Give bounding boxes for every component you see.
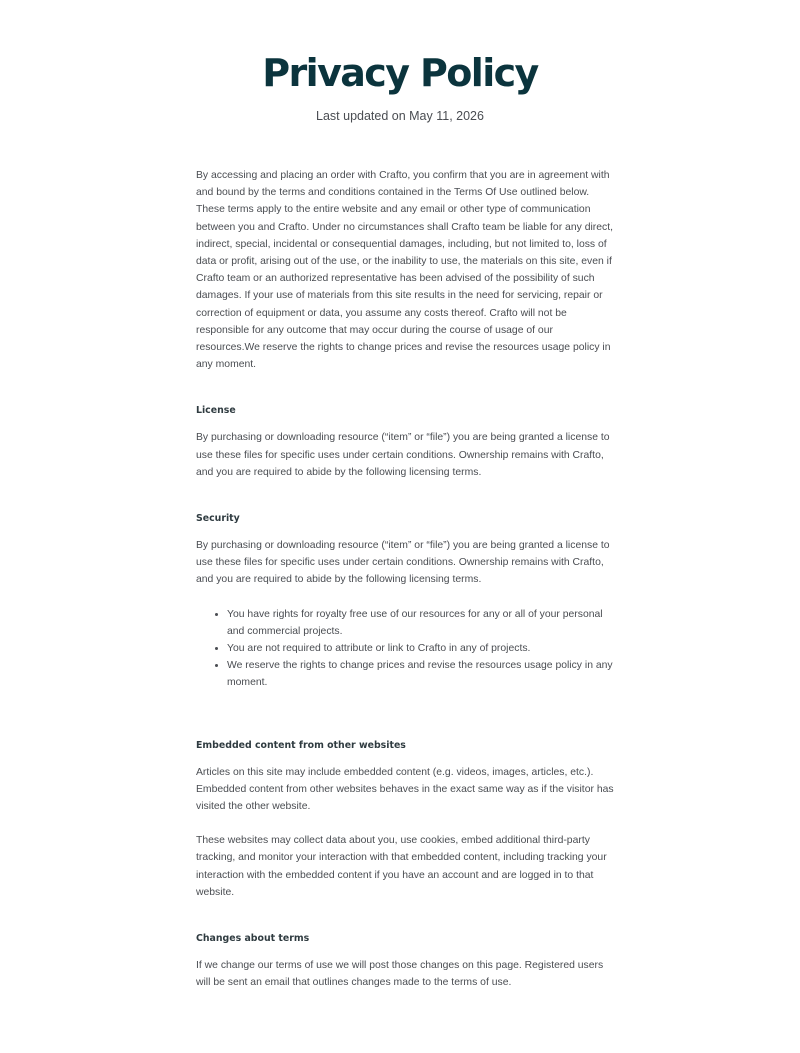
license-paragraph: By purchasing or downloading resource (“item” or “file”) you are being granted a license to use these files for specific uses under certain conditions. Ownership remains with Crafto, and you are required to abide by the following licensing terms. <box>196 432 610 478</box>
list-item: • We reserve the rights to change prices and revise the resources usage policy in any moment. <box>227 657 614 691</box>
page-title: Privacy Policy <box>262 51 538 95</box>
changes-heading: Changes about terms <box>196 933 310 945</box>
embedded-content-paragraph-1: Articles on this site may include embedded content (e.g. videos, images, articles, etc.). Embedded content from other websites behaves in the exact same way as if the visitor has visited the other website. <box>196 766 614 813</box>
embedded-content-paragraph-2: These websites may collect data about you, use cookies, embed additional third-party tracking, and monitor your interaction with that embedded content, including tracking your interaction with the embedded content if you have an account and are logged in to that website. <box>196 835 607 898</box>
license-heading: License <box>196 405 236 417</box>
last-updated-text: Last updated on May 11, 2026 <box>316 109 484 123</box>
policy-content <box>196 167 614 992</box>
list-item: • You have rights for royalty free use of our resources for any or all of your personal and commercial projects. <box>227 606 614 640</box>
changes-paragraph: If we change our terms of use we will post those changes on this page. Registered users will be sent an email that outlines changes made to the terms of use. <box>196 960 604 989</box>
security-list <box>196 606 614 692</box>
list-item: • You are not required to attribute or link to Crafto in any of projects. <box>227 640 614 657</box>
intro-paragraph: By accessing and placing an order with Crafto, you confirm that you are in agreement with and bound by the terms and conditions contained in the Terms Of Use outlined below. These terms apply to the entire website and any email or other type of communication between you and Crafto. Under no circumstances shall Crafto team be liable for any direct, indirect, special, incidental or consequential damages, including, but not limited to, loss of data or profit, arising out of the use, or the inability to use, the materials on this site, even if Crafto team or an authorized representative has been advised of the possibility of such damages. If your use of materials from this site results in the need for servicing, repair or correction of equipment or data, you assume any costs thereof. Crafto will not be responsible for any outcome that may occur during the course of usage of our resources.We reserve the rights to change prices and revise the resources usage policy in any moment. <box>196 170 613 371</box>
security-heading: Security <box>196 513 240 525</box>
security-paragraph: By purchasing or downloading resource (“item” or “file”) you are being granted a license to use these files for specific uses under certain conditions. Ownership remains with Crafto, and you are required to abide by the following licensing terms. <box>196 540 610 586</box>
embedded-content-heading: Embedded content from other websites <box>196 739 406 751</box>
